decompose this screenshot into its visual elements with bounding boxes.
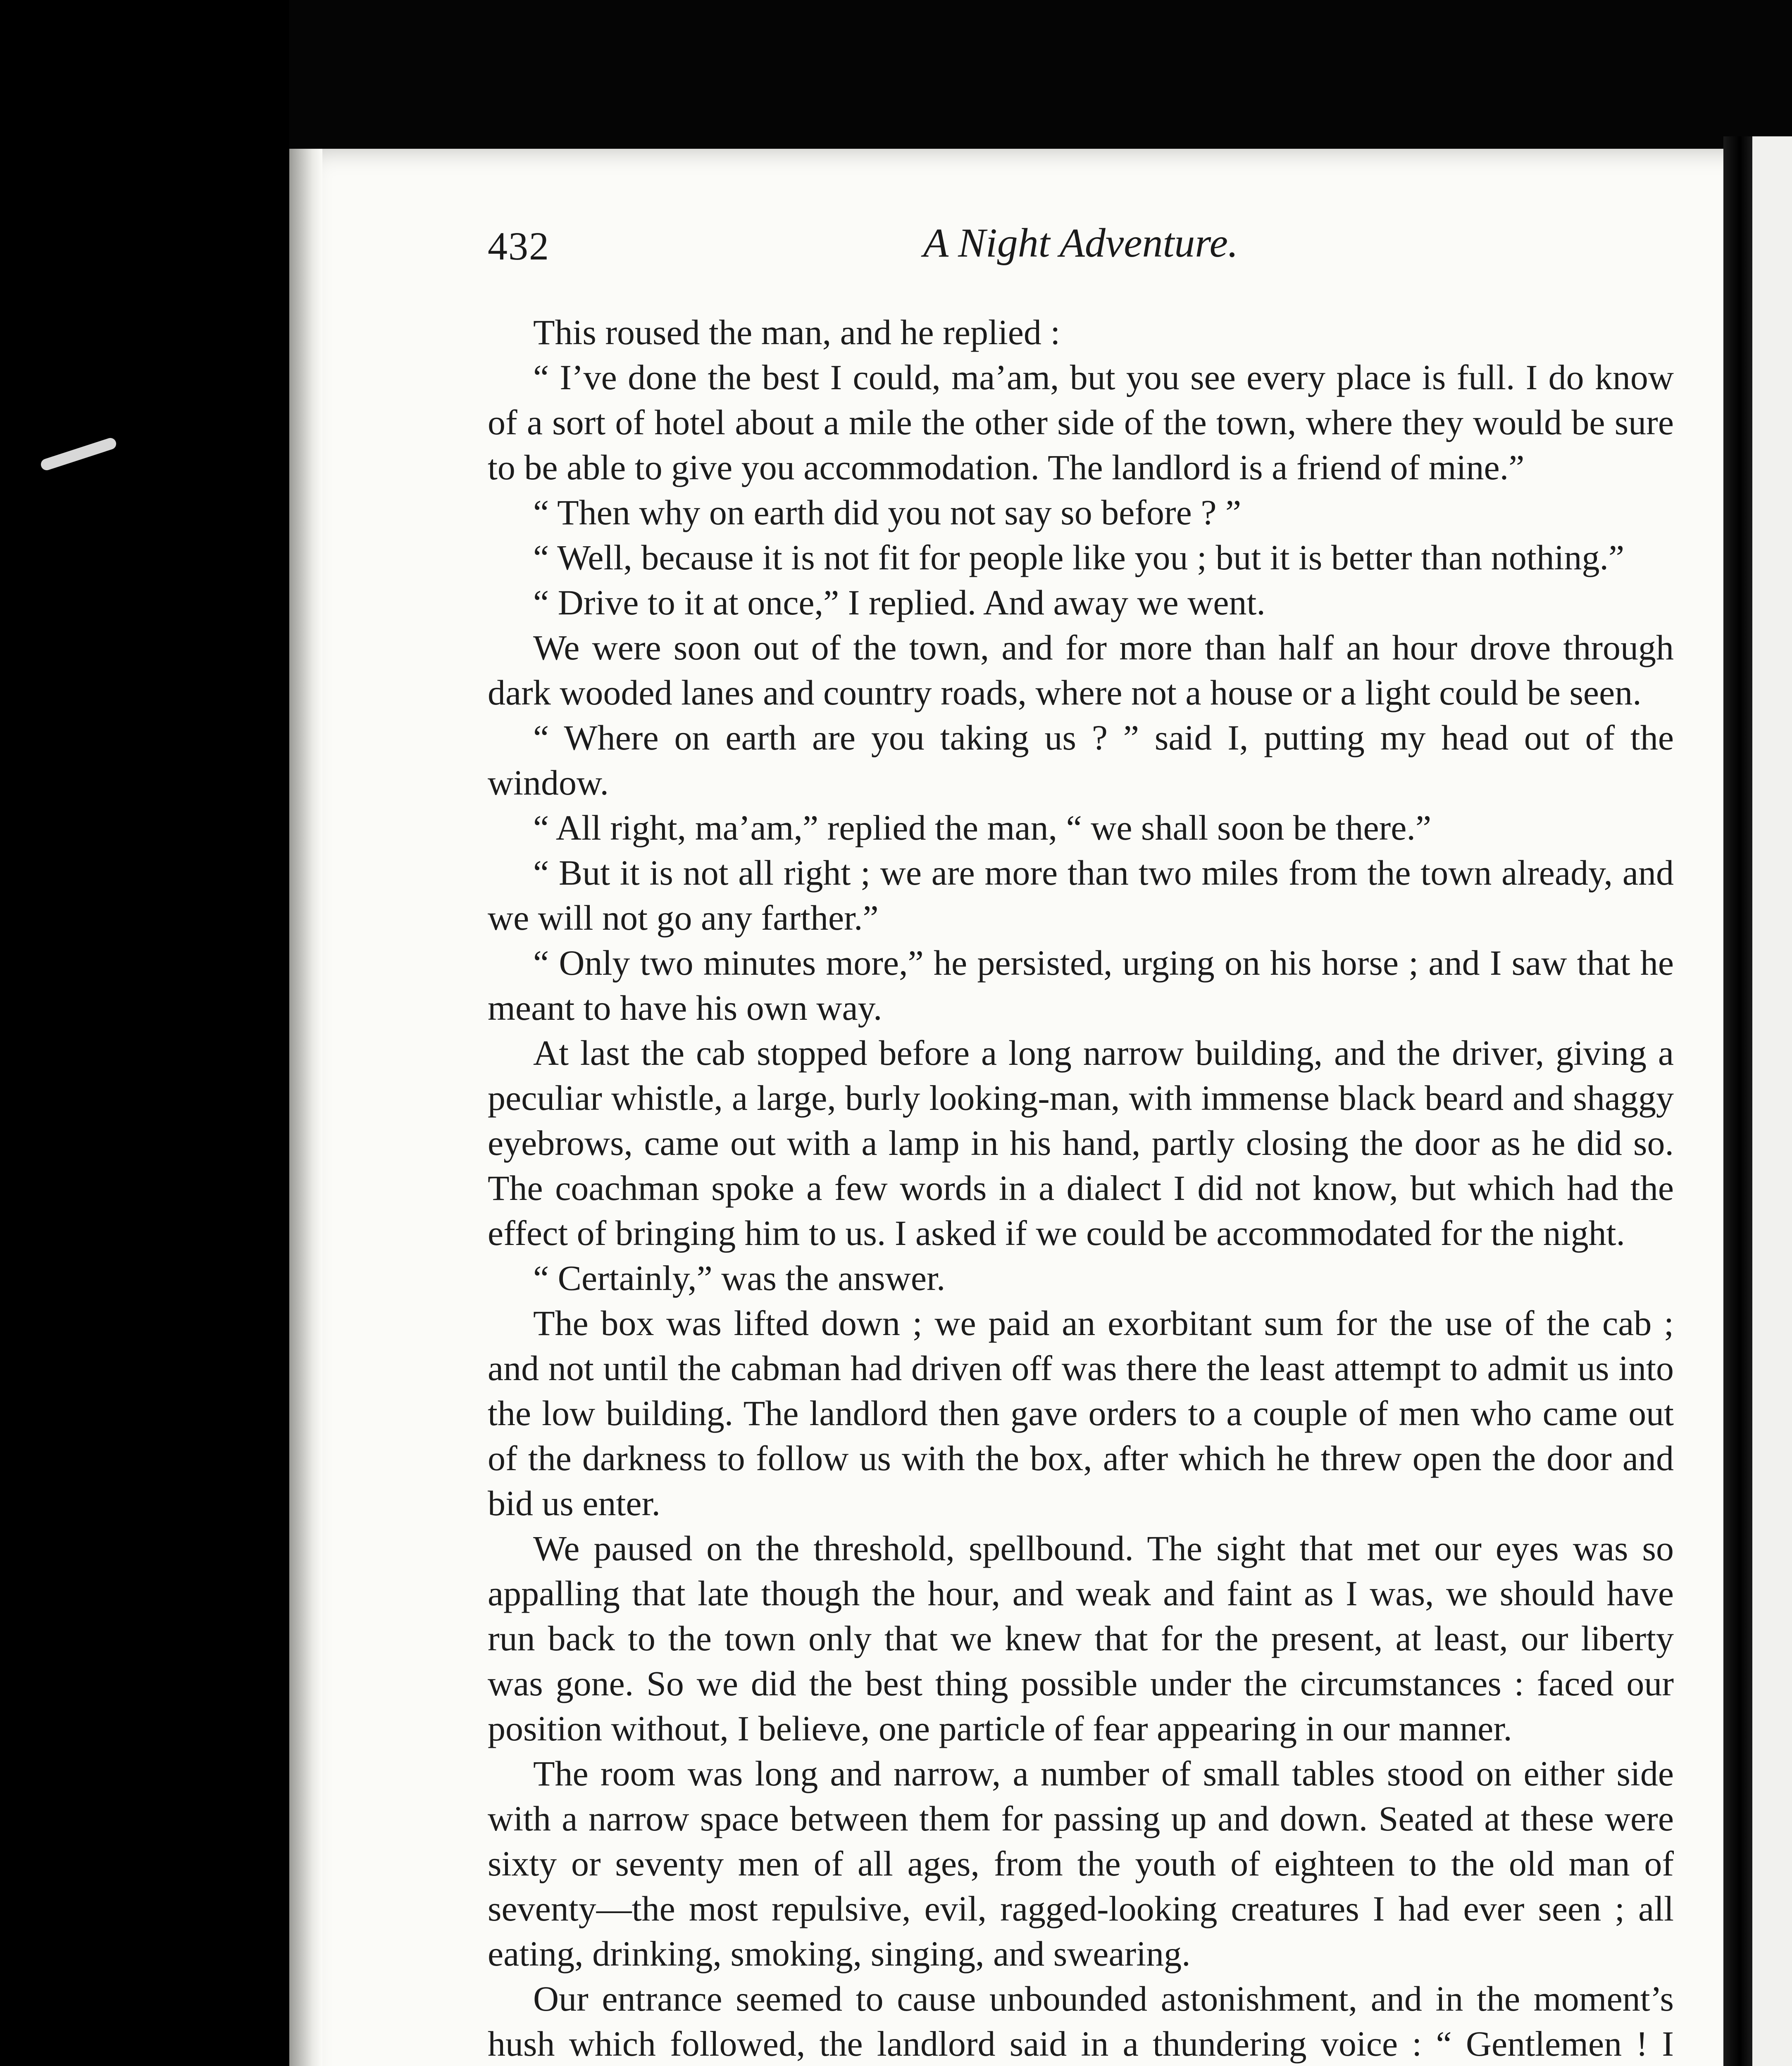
paragraph: “ Then why on earth did you not say so before ? ” [533, 493, 1242, 532]
paragraph: “ But it is not all right ; we are more than two miles from the town already, and we will not go any farther.” [488, 853, 1674, 938]
paragraph: We paused on the threshold, spellbound. The sight that met our eyes was so appalling that late though the hour, and weak and faint as I was, we should have run back to the town only that we knew that for the present, at least, our liberty was gone. So we did the best thing possible under the circumstances : faced our position without, I believe, one particle of fear appearing in our manner. [488, 1528, 1674, 1748]
paragraph: The room was long and narrow, a number of small tables stood on either side with a narrow space between them for passing up and down. Seated at these were sixty or seventy men of all ages, from the youth of eighteen to the old man of seventy—the most repulsive, evil, ragged-looking creatures I had ever seen ; all eating, drinking, smoking, singing, and swearing. [488, 1754, 1674, 1973]
facing-page-edge [1752, 136, 1792, 2066]
paragraph: “ Drive to it at once,” I replied. And away we went. [533, 583, 1265, 622]
page-header [488, 215, 1674, 281]
body-text [488, 310, 1674, 2066]
gutter-shadow [1723, 136, 1756, 2066]
paragraph: “ Only two minutes more,” he persisted, urging on his horse ; and I saw that he meant to have his own way. [488, 943, 1674, 1028]
running-title: A Night Adventure. [923, 220, 1238, 266]
paragraph: “ Where on earth are you taking us ? ” said I, putting my head out of the window. [488, 718, 1674, 802]
paragraph: This roused the man, and he replied : [533, 312, 1060, 352]
paragraph: “ Well, because it is not fit for people like you ; but it is better than nothing.” [533, 538, 1625, 577]
spine-shadow [0, 0, 289, 2066]
page-number: 432 [488, 224, 550, 268]
paragraph: We were soon out of the town, and for more than half an hour drove through dark wooded lanes and country roads, where not a house or a light could be seen. [488, 628, 1674, 712]
paragraph: “ Certainly,” was the answer. [533, 1258, 946, 1298]
paragraph: “ I’ve done the best I could, ma’am, but you see every place is full. I do know of a sort of hotel about a mile the other side of the town, where they would be sure to be able to give you accommodation. The landlord is a friend of mine.” [488, 357, 1674, 487]
paragraph: “ All right, ma’am,” replied the man, “ we shall soon be there.” [533, 808, 1432, 847]
paragraph: At last the cab stopped before a long narrow building, and the driver, giving a peculiar whistle, a large, burly looking-man, with immense black beard and shaggy eyebrows, came out with a lamp in his hand, partly closing the door as he did so. The coachman spoke a few words in a dialect I did not know, but which had the effect of bringing him to us. I asked if we could be accommodated for the night. [488, 1033, 1674, 1253]
paragraph: The box was lifted down ; we paid an exorbitant sum for the use of the cab ; and not until the cabman had driven off was there the least attempt to admit us into the low building. The landlord then gave orders to a couple of men who came out of the darkness to follow us with the box, after which he threw open the door and bid us enter. [488, 1303, 1674, 1523]
paragraph: Our entrance seemed to cause unbounded astonishment, and in the moment’s hush which followed, the landlord said in a thundering voice : “ Gentlemen ! I [488, 1979, 1674, 2064]
page-edge [289, 149, 322, 2066]
